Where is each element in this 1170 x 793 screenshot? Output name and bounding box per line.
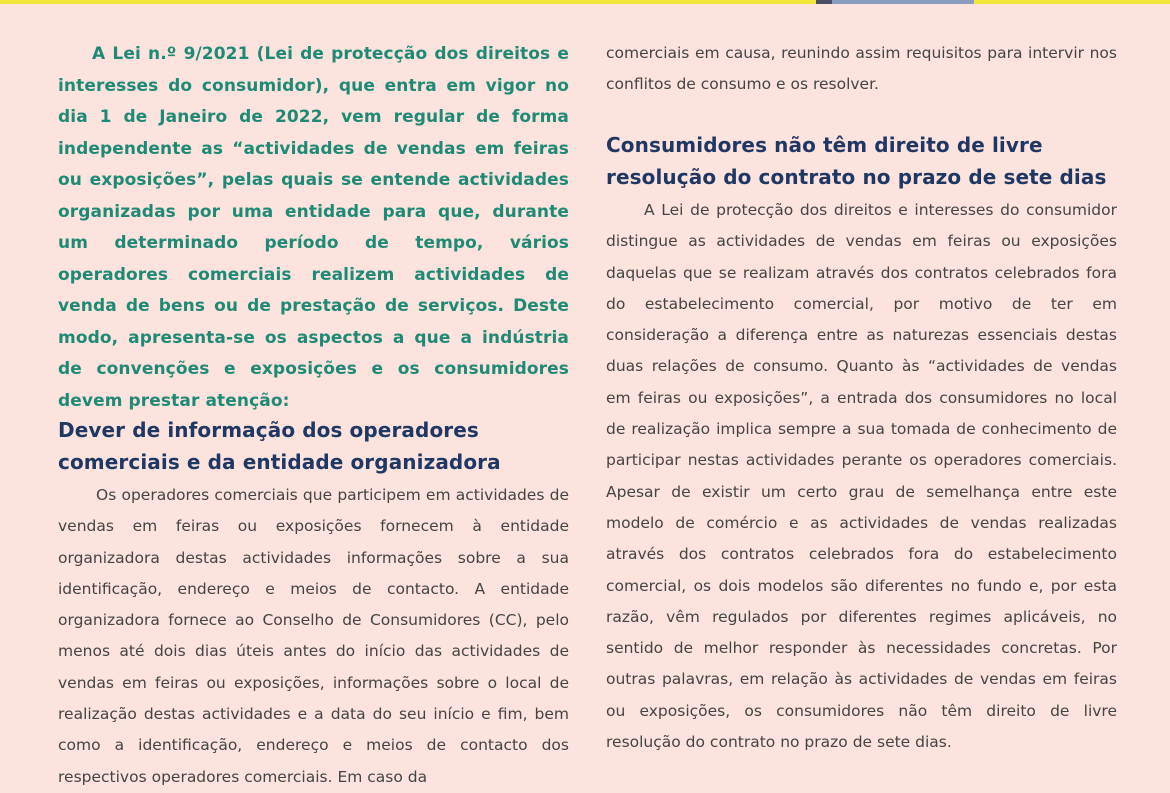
intro-paragraph: A Lei n.º 9/2021 (Lei de protecção dos direitos e interesses do consumidor), que entra em vigor no dia 1 de Janeiro de 2022, vem regular de forma independente as “actividades de vendas em feiras ou exposições”, pelas quais se entende actividades organizadas por uma entidade para que, durante um determinado período de tempo, vários operadores comerciais realizem actividades de venda de bens ou de prestação de serviços. Deste modo, apresenta-se os aspectos a que a indústria de convenções e exposições e os consumidores devem prestar atenção: [58,44,569,411]
section-body-information-duty: Os operadores comerciais que participem em actividades de vendas em feiras ou exposições fornecem à entidade organizadora destas actividades informações sobre a sua identificação, endereço e meios de contacto. A entidade organizadora fornece ao Conselho de Consumidores (CC), pelo menos até dois dias úteis antes do início das actividades de vendas em feiras ou exposições, informações sobre o local de realização destas actividades e a data do seu início e fim, bem como a identificação, endereço e meios de contacto dos respectivos operadores comerciais. Em caso da [58,486,569,786]
top-decorative-bar [0,0,1170,4]
section-body-no-free-resolution: A Lei de protecção dos direitos e interesses do consumidor distingue as actividades de vendas em feiras ou exposições daquelas que se realizam através dos contratos celebrados fora do estabelecimento comercial, por motivo de ter em consideração a diferença entre as naturezas essenciais destas duas relações de consumo. Quanto às “actividades de vendas em feiras ou exposições”, a entrada dos consumidores no local de realização implica sempre a sua tomada de conhecimento de participar nestas actividades perante os operadores comerciais. Apesar de existir um certo grau de semelhança entre este modelo de comércio e as actividades de vendas realizadas através dos contratos celebrados fora do estabelecimento comercial, os dois modelos são diferentes no fundo e, por esta razão, vêm regulados por diferentes regimes aplicáveis, no sentido de melhor responder às necessidades concretas. Por outras palavras, em relação às actividades de vendas em feiras ou exposições, os consumidores não têm direito de livre resolução do contrato no prazo de sete dias. [606,201,1117,752]
continuation-paragraph: comerciais em causa, reunindo assim requisitos para intervir nos conflitos de consumo e os resolver. [606,44,1117,94]
section-heading-no-free-resolution: Consumidores não têm direito de livre resolução do contrato no prazo de sete dias [606,133,1107,189]
section-heading-information-duty: Dever de informação dos operadores comerciais e da entidade organizadora [58,418,501,474]
top-accent-blue [832,0,974,4]
top-accent-dark [816,0,832,4]
